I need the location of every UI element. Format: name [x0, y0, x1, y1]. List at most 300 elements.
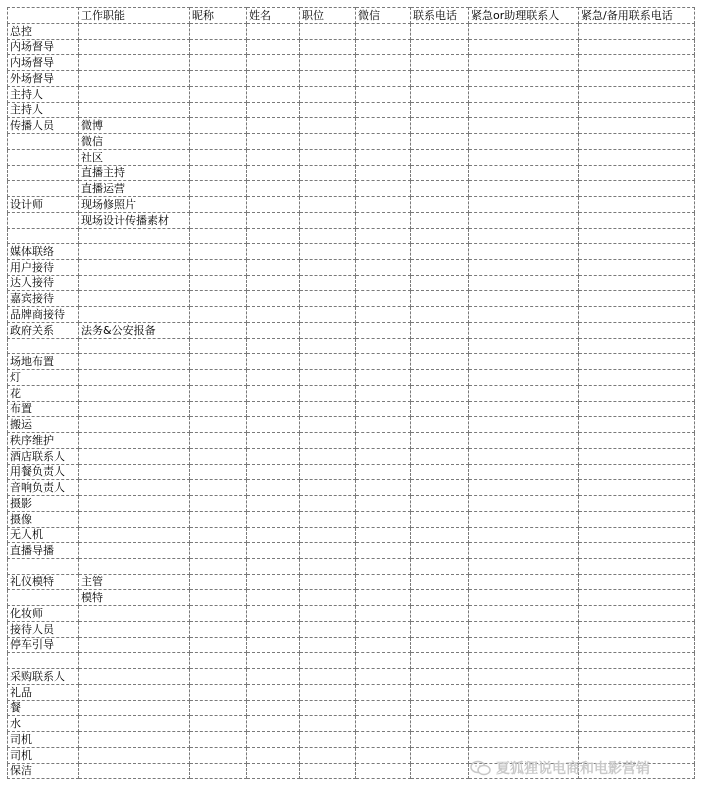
table-cell[interactable]: [411, 511, 469, 527]
function-cell[interactable]: [79, 763, 190, 779]
role-cell[interactable]: 总控: [8, 24, 79, 40]
table-cell[interactable]: [579, 732, 695, 748]
table-cell[interactable]: [190, 543, 247, 559]
header-cell[interactable]: 姓名: [247, 8, 300, 24]
role-cell[interactable]: 礼仪模特: [8, 574, 79, 590]
table-cell[interactable]: [190, 496, 247, 512]
table-cell[interactable]: [300, 181, 356, 197]
role-cell[interactable]: 布置: [8, 401, 79, 417]
table-cell[interactable]: [247, 684, 300, 700]
table-cell[interactable]: [579, 543, 695, 559]
table-cell[interactable]: [247, 181, 300, 197]
table-cell[interactable]: [579, 24, 695, 40]
table-cell[interactable]: [300, 716, 356, 732]
table-cell[interactable]: [247, 448, 300, 464]
table-cell[interactable]: [469, 24, 579, 40]
role-cell[interactable]: 花: [8, 385, 79, 401]
table-cell[interactable]: [411, 385, 469, 401]
table-cell[interactable]: [247, 55, 300, 71]
table-cell[interactable]: [469, 118, 579, 134]
table-cell[interactable]: [469, 354, 579, 370]
function-cell[interactable]: [79, 291, 190, 307]
table-cell[interactable]: [469, 558, 579, 574]
table-cell[interactable]: [247, 244, 300, 260]
table-cell[interactable]: [247, 134, 300, 150]
table-cell[interactable]: [356, 24, 411, 40]
table-cell[interactable]: [411, 212, 469, 228]
table-cell[interactable]: [469, 527, 579, 543]
table-cell[interactable]: [469, 197, 579, 213]
table-cell[interactable]: [411, 71, 469, 87]
role-cell[interactable]: 无人机: [8, 527, 79, 543]
table-cell[interactable]: [579, 118, 695, 134]
table-cell[interactable]: [579, 149, 695, 165]
table-cell[interactable]: [579, 181, 695, 197]
function-cell[interactable]: [79, 260, 190, 276]
role-cell[interactable]: [8, 590, 79, 606]
table-cell[interactable]: [247, 307, 300, 323]
table-cell[interactable]: [579, 307, 695, 323]
table-cell[interactable]: [190, 118, 247, 134]
table-cell[interactable]: [411, 700, 469, 716]
table-cell[interactable]: [247, 511, 300, 527]
table-cell[interactable]: [469, 370, 579, 386]
function-cell[interactable]: [79, 464, 190, 480]
table-cell[interactable]: [579, 228, 695, 244]
role-cell[interactable]: [8, 149, 79, 165]
table-cell[interactable]: [411, 244, 469, 260]
role-cell[interactable]: 场地布置: [8, 354, 79, 370]
table-cell[interactable]: [247, 39, 300, 55]
table-cell[interactable]: [300, 86, 356, 102]
table-cell[interactable]: [190, 732, 247, 748]
table-cell[interactable]: [247, 212, 300, 228]
table-cell[interactable]: [247, 637, 300, 653]
table-cell[interactable]: [356, 322, 411, 338]
table-cell[interactable]: [356, 590, 411, 606]
table-cell[interactable]: [247, 71, 300, 87]
header-cell[interactable]: 职位: [300, 8, 356, 24]
table-cell[interactable]: [469, 149, 579, 165]
table-cell[interactable]: [300, 401, 356, 417]
table-cell[interactable]: [247, 574, 300, 590]
table-cell[interactable]: [190, 480, 247, 496]
header-cell[interactable]: [8, 8, 79, 24]
role-cell[interactable]: 化妆师: [8, 606, 79, 622]
table-cell[interactable]: [469, 464, 579, 480]
table-cell[interactable]: [300, 165, 356, 181]
function-cell[interactable]: [79, 385, 190, 401]
table-cell[interactable]: [247, 433, 300, 449]
table-cell[interactable]: [300, 244, 356, 260]
table-cell[interactable]: [300, 134, 356, 150]
table-cell[interactable]: [469, 55, 579, 71]
table-cell[interactable]: [300, 574, 356, 590]
table-cell[interactable]: [579, 480, 695, 496]
table-cell[interactable]: [300, 496, 356, 512]
table-cell[interactable]: [190, 165, 247, 181]
table-cell[interactable]: [247, 606, 300, 622]
table-cell[interactable]: [469, 385, 579, 401]
table-cell[interactable]: [579, 669, 695, 685]
table-cell[interactable]: [411, 590, 469, 606]
table-cell[interactable]: [247, 621, 300, 637]
table-cell[interactable]: [411, 574, 469, 590]
table-cell[interactable]: [356, 307, 411, 323]
table-cell[interactable]: [469, 621, 579, 637]
table-cell[interactable]: [411, 669, 469, 685]
table-cell[interactable]: [247, 700, 300, 716]
function-cell[interactable]: [79, 338, 190, 354]
table-cell[interactable]: [469, 260, 579, 276]
table-cell[interactable]: [190, 527, 247, 543]
table-cell[interactable]: [356, 700, 411, 716]
table-cell[interactable]: [247, 118, 300, 134]
table-cell[interactable]: [190, 24, 247, 40]
table-cell[interactable]: [579, 134, 695, 150]
table-cell[interactable]: [190, 322, 247, 338]
table-cell[interactable]: [579, 653, 695, 669]
table-cell[interactable]: [411, 165, 469, 181]
function-cell[interactable]: [79, 669, 190, 685]
role-cell[interactable]: 搬运: [8, 417, 79, 433]
table-cell[interactable]: [300, 464, 356, 480]
table-cell[interactable]: [300, 307, 356, 323]
table-cell[interactable]: [469, 448, 579, 464]
table-cell[interactable]: [411, 149, 469, 165]
table-cell[interactable]: [247, 417, 300, 433]
table-cell[interactable]: [247, 338, 300, 354]
table-cell[interactable]: [469, 637, 579, 653]
table-cell[interactable]: [190, 86, 247, 102]
table-cell[interactable]: [469, 716, 579, 732]
table-cell[interactable]: [356, 338, 411, 354]
function-cell[interactable]: [79, 558, 190, 574]
table-cell[interactable]: [579, 700, 695, 716]
table-cell[interactable]: [411, 307, 469, 323]
table-cell[interactable]: [579, 385, 695, 401]
table-cell[interactable]: [579, 197, 695, 213]
table-cell[interactable]: [300, 275, 356, 291]
table-cell[interactable]: [356, 448, 411, 464]
role-cell[interactable]: 水: [8, 716, 79, 732]
table-cell[interactable]: [300, 637, 356, 653]
header-cell[interactable]: 联系电话: [411, 8, 469, 24]
role-cell[interactable]: 达人接待: [8, 275, 79, 291]
function-cell[interactable]: 微信: [79, 134, 190, 150]
table-cell[interactable]: [579, 637, 695, 653]
table-cell[interactable]: [356, 275, 411, 291]
table-cell[interactable]: [579, 86, 695, 102]
role-cell[interactable]: 摄影: [8, 496, 79, 512]
table-cell[interactable]: [469, 307, 579, 323]
table-cell[interactable]: [579, 590, 695, 606]
role-cell[interactable]: 摄像: [8, 511, 79, 527]
table-cell[interactable]: [469, 275, 579, 291]
role-cell[interactable]: 用户接待: [8, 260, 79, 276]
table-cell[interactable]: [411, 480, 469, 496]
table-cell[interactable]: [300, 149, 356, 165]
table-cell[interactable]: [411, 370, 469, 386]
table-cell[interactable]: [300, 118, 356, 134]
table-cell[interactable]: [469, 291, 579, 307]
table-cell[interactable]: [411, 684, 469, 700]
function-cell[interactable]: [79, 480, 190, 496]
table-cell[interactable]: [579, 212, 695, 228]
table-cell[interactable]: [411, 747, 469, 763]
table-cell[interactable]: [356, 606, 411, 622]
header-cell[interactable]: 工作职能: [79, 8, 190, 24]
table-cell[interactable]: [469, 181, 579, 197]
table-cell[interactable]: [247, 291, 300, 307]
table-cell[interactable]: [579, 338, 695, 354]
table-cell[interactable]: [356, 39, 411, 55]
function-cell[interactable]: 微博: [79, 118, 190, 134]
table-cell[interactable]: [247, 354, 300, 370]
table-cell[interactable]: [411, 260, 469, 276]
table-cell[interactable]: [411, 716, 469, 732]
table-cell[interactable]: [579, 39, 695, 55]
table-cell[interactable]: [579, 716, 695, 732]
table-cell[interactable]: [579, 260, 695, 276]
function-cell[interactable]: [79, 307, 190, 323]
table-cell[interactable]: [300, 433, 356, 449]
table-cell[interactable]: [469, 543, 579, 559]
table-cell[interactable]: [579, 291, 695, 307]
table-cell[interactable]: [579, 354, 695, 370]
function-cell[interactable]: [79, 24, 190, 40]
role-cell[interactable]: 政府关系: [8, 322, 79, 338]
table-cell[interactable]: [300, 370, 356, 386]
function-cell[interactable]: [79, 527, 190, 543]
table-cell[interactable]: [411, 433, 469, 449]
table-cell[interactable]: [247, 385, 300, 401]
table-cell[interactable]: [469, 496, 579, 512]
table-cell[interactable]: [190, 370, 247, 386]
table-cell[interactable]: [300, 653, 356, 669]
role-cell[interactable]: 直播导播: [8, 543, 79, 559]
table-cell[interactable]: [411, 322, 469, 338]
table-cell[interactable]: [411, 448, 469, 464]
table-cell[interactable]: [356, 496, 411, 512]
table-cell[interactable]: [411, 464, 469, 480]
table-cell[interactable]: [469, 417, 579, 433]
table-cell[interactable]: [469, 606, 579, 622]
table-cell[interactable]: [579, 496, 695, 512]
table-cell[interactable]: [411, 527, 469, 543]
function-cell[interactable]: [79, 700, 190, 716]
table-cell[interactable]: [190, 212, 247, 228]
table-cell[interactable]: [190, 684, 247, 700]
table-cell[interactable]: [190, 763, 247, 779]
role-cell[interactable]: 媒体联络: [8, 244, 79, 260]
role-cell[interactable]: 用餐负责人: [8, 464, 79, 480]
table-cell[interactable]: [411, 763, 469, 779]
table-cell[interactable]: [247, 228, 300, 244]
table-cell[interactable]: [411, 181, 469, 197]
table-cell[interactable]: [579, 511, 695, 527]
function-cell[interactable]: 主管: [79, 574, 190, 590]
table-cell[interactable]: [469, 653, 579, 669]
table-cell[interactable]: [469, 244, 579, 260]
table-cell[interactable]: [247, 747, 300, 763]
table-cell[interactable]: [300, 39, 356, 55]
table-cell[interactable]: [247, 260, 300, 276]
role-cell[interactable]: 秩序维护: [8, 433, 79, 449]
table-cell[interactable]: [190, 700, 247, 716]
table-cell[interactable]: [190, 338, 247, 354]
function-cell[interactable]: [79, 637, 190, 653]
table-cell[interactable]: [190, 653, 247, 669]
table-cell[interactable]: [190, 669, 247, 685]
table-cell[interactable]: [247, 669, 300, 685]
table-cell[interactable]: [356, 401, 411, 417]
table-cell[interactable]: [411, 197, 469, 213]
table-cell[interactable]: [411, 732, 469, 748]
table-cell[interactable]: [190, 71, 247, 87]
function-cell[interactable]: 法务&公安报备: [79, 322, 190, 338]
table-cell[interactable]: [300, 684, 356, 700]
table-cell[interactable]: [579, 527, 695, 543]
table-cell[interactable]: [469, 433, 579, 449]
table-cell[interactable]: [300, 212, 356, 228]
role-cell[interactable]: 采购联系人: [8, 669, 79, 685]
function-cell[interactable]: 现场修照片: [79, 197, 190, 213]
table-cell[interactable]: [300, 480, 356, 496]
table-cell[interactable]: [356, 197, 411, 213]
table-cell[interactable]: [469, 732, 579, 748]
table-cell[interactable]: [469, 401, 579, 417]
role-cell[interactable]: [8, 212, 79, 228]
table-cell[interactable]: [411, 606, 469, 622]
function-cell[interactable]: [79, 71, 190, 87]
role-cell[interactable]: [8, 558, 79, 574]
table-cell[interactable]: [247, 370, 300, 386]
role-cell[interactable]: 传播人员: [8, 118, 79, 134]
table-cell[interactable]: [300, 260, 356, 276]
table-cell[interactable]: [190, 275, 247, 291]
table-cell[interactable]: [190, 637, 247, 653]
function-cell[interactable]: [79, 747, 190, 763]
table-cell[interactable]: [356, 684, 411, 700]
table-cell[interactable]: [247, 275, 300, 291]
role-cell[interactable]: 司机: [8, 747, 79, 763]
table-cell[interactable]: [356, 417, 411, 433]
table-cell[interactable]: [356, 511, 411, 527]
table-cell[interactable]: [356, 370, 411, 386]
role-cell[interactable]: [8, 338, 79, 354]
table-cell[interactable]: [356, 354, 411, 370]
function-cell[interactable]: [79, 511, 190, 527]
table-cell[interactable]: [411, 118, 469, 134]
table-cell[interactable]: [300, 291, 356, 307]
function-cell[interactable]: 模特: [79, 590, 190, 606]
table-cell[interactable]: [469, 165, 579, 181]
table-cell[interactable]: [356, 118, 411, 134]
table-cell[interactable]: [300, 338, 356, 354]
table-cell[interactable]: [247, 527, 300, 543]
role-cell[interactable]: 灯: [8, 370, 79, 386]
table-cell[interactable]: [300, 763, 356, 779]
table-cell[interactable]: [247, 653, 300, 669]
function-cell[interactable]: [79, 417, 190, 433]
table-cell[interactable]: [190, 590, 247, 606]
table-cell[interactable]: [247, 24, 300, 40]
table-cell[interactable]: [469, 480, 579, 496]
function-cell[interactable]: [79, 621, 190, 637]
table-cell[interactable]: [469, 86, 579, 102]
table-cell[interactable]: [469, 700, 579, 716]
table-cell[interactable]: [411, 637, 469, 653]
table-cell[interactable]: [300, 24, 356, 40]
table-cell[interactable]: [579, 684, 695, 700]
table-cell[interactable]: [247, 543, 300, 559]
table-cell[interactable]: [300, 543, 356, 559]
table-cell[interactable]: [579, 558, 695, 574]
table-cell[interactable]: [247, 464, 300, 480]
table-cell[interactable]: [190, 401, 247, 417]
table-cell[interactable]: [190, 354, 247, 370]
header-cell[interactable]: 昵称: [190, 8, 247, 24]
role-cell[interactable]: 停车引导: [8, 637, 79, 653]
table-cell[interactable]: [300, 732, 356, 748]
table-cell[interactable]: [411, 401, 469, 417]
table-cell[interactable]: [579, 275, 695, 291]
table-cell[interactable]: [579, 417, 695, 433]
table-cell[interactable]: [356, 763, 411, 779]
table-cell[interactable]: [247, 165, 300, 181]
role-cell[interactable]: [8, 653, 79, 669]
function-cell[interactable]: [79, 244, 190, 260]
table-cell[interactable]: [579, 165, 695, 181]
table-cell[interactable]: [190, 244, 247, 260]
table-cell[interactable]: [300, 606, 356, 622]
table-cell[interactable]: [356, 212, 411, 228]
table-cell[interactable]: [579, 370, 695, 386]
table-cell[interactable]: [469, 574, 579, 590]
function-cell[interactable]: [79, 370, 190, 386]
function-cell[interactable]: [79, 496, 190, 512]
table-cell[interactable]: [300, 558, 356, 574]
table-cell[interactable]: [356, 747, 411, 763]
header-cell[interactable]: 紧急/备用联系电话: [579, 8, 695, 24]
function-cell[interactable]: [79, 684, 190, 700]
table-cell[interactable]: [300, 228, 356, 244]
role-cell[interactable]: 内场督导: [8, 55, 79, 71]
role-cell[interactable]: 酒店联系人: [8, 448, 79, 464]
function-cell[interactable]: [79, 102, 190, 118]
table-cell[interactable]: [190, 149, 247, 165]
table-cell[interactable]: [190, 417, 247, 433]
table-cell[interactable]: [356, 71, 411, 87]
table-cell[interactable]: [411, 291, 469, 307]
table-cell[interactable]: [190, 511, 247, 527]
table-cell[interactable]: [579, 102, 695, 118]
table-cell[interactable]: [356, 433, 411, 449]
function-cell[interactable]: 直播运营: [79, 181, 190, 197]
table-cell[interactable]: [356, 574, 411, 590]
function-cell[interactable]: [79, 716, 190, 732]
table-cell[interactable]: [247, 716, 300, 732]
role-cell[interactable]: [8, 165, 79, 181]
table-cell[interactable]: [190, 228, 247, 244]
table-cell[interactable]: [300, 700, 356, 716]
table-cell[interactable]: [356, 464, 411, 480]
table-cell[interactable]: [356, 102, 411, 118]
table-cell[interactable]: [190, 307, 247, 323]
table-cell[interactable]: [247, 590, 300, 606]
role-cell[interactable]: 礼品: [8, 684, 79, 700]
